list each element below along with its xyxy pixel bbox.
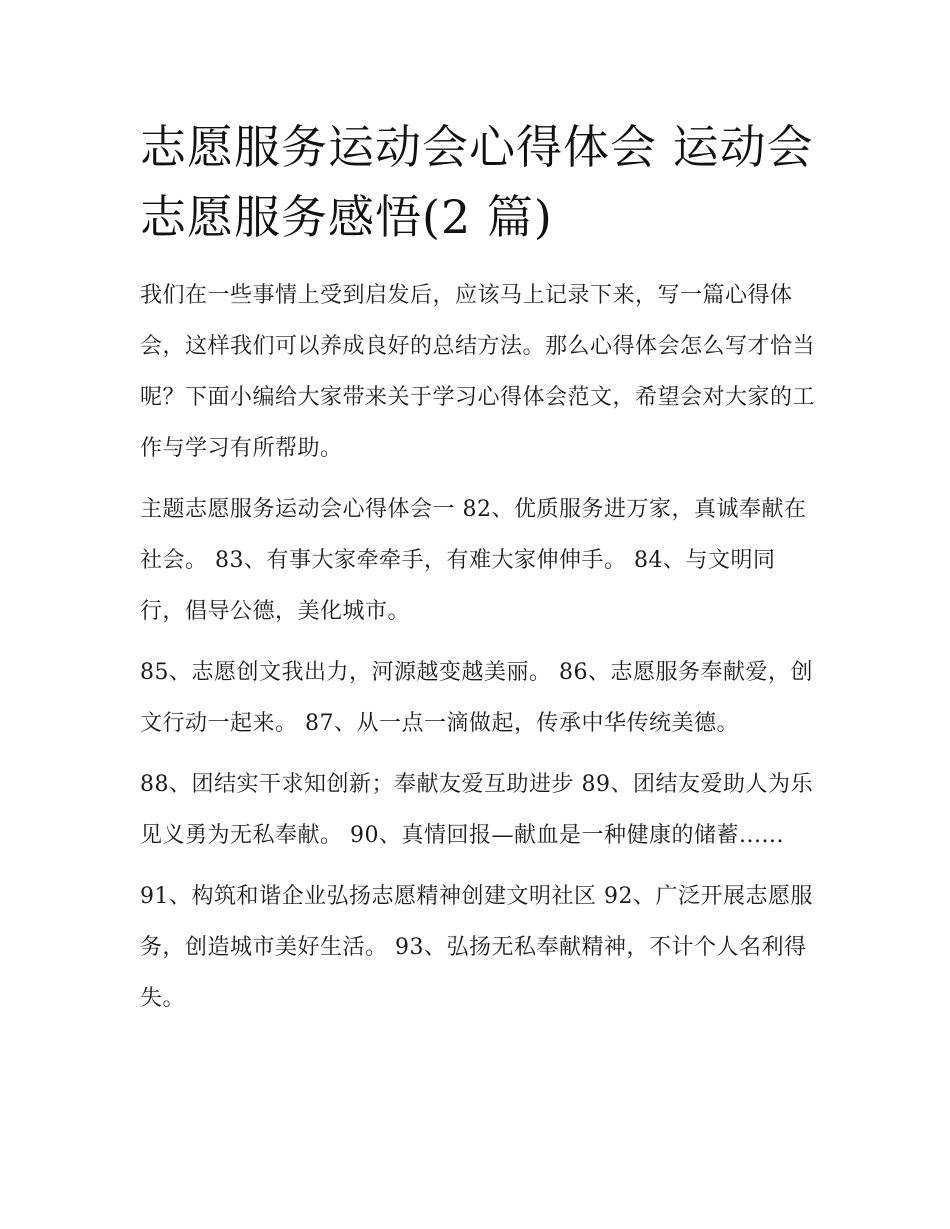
body-paragraph: 85、志愿创文我出力，河源越变越美丽。 86、志愿服务奉献爱，创文行动一起来。 87、从一点一滴做起，传承中华传统美德。 <box>140 660 813 736</box>
body-paragraph: 91、构筑和谐企业弘扬志愿精神创建文明社区 92、广泛开展志愿服务，创造城市美好生活。 93、弘扬无私奉献精神，不计个人名利得失。 <box>140 884 813 1011</box>
body-paragraph: 主题志愿服务运动会心得体会一 82、优质服务进万家，真诚奉献在社会。 83、有事大家牵牵手，有难大家伸伸手。 84、与文明同行，倡导公德，美化城市。 <box>140 497 807 624</box>
body-paragraph: 88、团结实干求知创新；奉献友爱互助进步 89、团结友爱助人为乐见义勇为无私奉献。 90、真情回报—献血是一种健康的储蓄...... <box>140 772 813 848</box>
document-title: 志愿服务运动会心得体会 运动会志愿服务感悟(2 篇) <box>140 120 814 244</box>
document-body <box>140 112 820 1024</box>
intro-paragraph: 我们在一些事情上受到启发后，应该马上记录下来，写一篇心得体会，这样我们可以养成良好的总结方法。那么心得体会怎么写才恰当呢？下面小编给大家带来关于学习心得体会范文，希望会对大家的工作与学习有所帮助。 <box>140 283 816 461</box>
